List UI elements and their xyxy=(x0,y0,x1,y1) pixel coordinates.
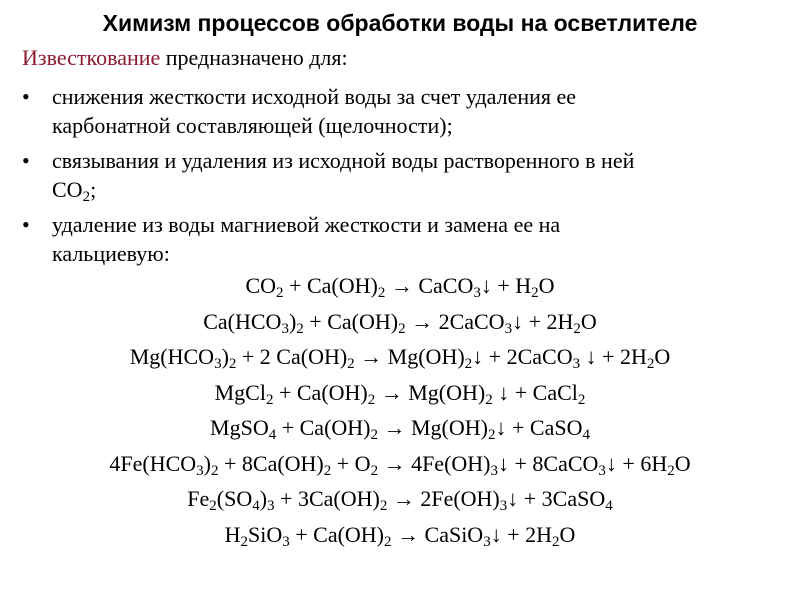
equation-subscript: 2 xyxy=(531,285,539,301)
equation-subscript: 2 xyxy=(577,391,586,408)
equation-block xyxy=(0,268,800,552)
equation-text: ↓ + CaSO xyxy=(495,415,583,440)
equation-text: H xyxy=(224,521,241,547)
equation-text: + Ca(OH) xyxy=(289,521,385,547)
equation-text: Mg(HCO xyxy=(129,344,215,369)
equation-subscript: 2 xyxy=(485,391,493,408)
equation-subscript: 2 xyxy=(667,462,675,479)
equation-subscript: 2 xyxy=(370,462,379,479)
equation-subscript: 2 xyxy=(265,391,274,408)
equation-subscript: 2 xyxy=(209,498,217,514)
bullet-1-line-1: снижения жесткости исходной воды за счет удаления ее xyxy=(52,84,577,109)
equation-text: ↓ + CaCl xyxy=(492,379,578,405)
equation-text: → Mg(OH) xyxy=(375,379,486,405)
bullet-marker: • xyxy=(22,212,30,237)
equation-text: ↓ + 2CaCO xyxy=(472,344,573,369)
equation-text: → CaCO xyxy=(385,273,474,298)
equation-subscript: 2 xyxy=(398,320,406,337)
equation-subscript: 3 xyxy=(267,498,275,514)
equation-subscript: 2 xyxy=(276,285,284,301)
equation-subscript: 2 xyxy=(347,356,355,372)
bullet-item-3 xyxy=(22,210,782,268)
equation-subscript: 2 xyxy=(323,462,332,479)
bullet-2-tail: ; xyxy=(90,177,97,202)
equation-text: ) xyxy=(221,344,229,369)
bullet-3-line-1: удаление из воды магниевой жесткости и замена ее на xyxy=(52,212,561,237)
equation-text: 4Fe(HCO xyxy=(109,450,197,476)
bullet-1-line-2: карбонатной составляющей (щелочности); xyxy=(52,113,453,138)
equation-subscript: 2 xyxy=(370,427,378,443)
equation-text: → 2CaCO xyxy=(405,308,505,334)
equation-subscript: 2 xyxy=(552,533,560,550)
equation-text: → Mg(OH) xyxy=(378,415,488,440)
equation-text: ) xyxy=(259,486,268,511)
equation-text: → CaSiO xyxy=(391,521,484,547)
equation-text: ↓ + 3CaSO xyxy=(507,486,606,511)
equation-text: ↓ + 2H xyxy=(512,308,574,334)
equation-text: + 8Ca(OH) xyxy=(218,450,324,476)
equation-text: (SO xyxy=(216,486,253,511)
equation-subscript: 3 xyxy=(483,533,491,550)
equation-2 xyxy=(0,304,800,340)
equation-text: ↓ + 6H xyxy=(605,450,668,476)
equation-text: Ca(HCO xyxy=(203,308,282,334)
equation-subscript: 3 xyxy=(214,356,222,372)
equation-text: + Ca(OH) xyxy=(273,379,368,405)
equation-text: Fe xyxy=(187,486,210,511)
equation-text: → 4Fe(OH) xyxy=(378,450,491,476)
equation-subscript: 4 xyxy=(268,427,277,443)
equation-text: CO xyxy=(245,273,277,298)
bullet-2-line-1: связывания и удаления из исходной воды растворенного в ней xyxy=(52,148,635,173)
equation-subscript: 3 xyxy=(504,320,513,337)
equation-subscript: 3 xyxy=(598,462,606,479)
equation-8 xyxy=(0,517,800,553)
equation-subscript: 2 xyxy=(488,427,496,443)
equation-text: → Mg(OH) xyxy=(354,344,465,369)
equation-subscript: 2 xyxy=(240,533,248,550)
equation-text: O xyxy=(580,308,597,334)
equation-text: ) xyxy=(288,308,297,334)
bullet-3-line-2: кальциевую: xyxy=(52,241,170,266)
bullet-2-formula: CO xyxy=(52,177,83,202)
equation-text: O xyxy=(674,450,691,476)
bullet-marker: • xyxy=(22,84,30,109)
equation-text: MgCl xyxy=(214,379,266,405)
equation-subscript: 2 xyxy=(210,462,219,479)
equation-4 xyxy=(0,375,800,411)
equation-text: O xyxy=(654,344,671,369)
bullet-2-subscript: 2 xyxy=(82,189,91,205)
equation-subscript: 2 xyxy=(464,356,473,372)
equation-text: + 2 Ca(OH) xyxy=(236,344,348,369)
equation-text: ↓ + 8CaCO xyxy=(498,450,599,476)
equation-text: ) xyxy=(203,450,211,476)
equation-subscript: 2 xyxy=(573,320,581,337)
equation-text: + 3Ca(OH) xyxy=(274,486,380,511)
slide-title: Химизм процессов обработки воды на осветлителе xyxy=(102,10,698,36)
intro-highlight: Известкование xyxy=(22,45,161,70)
equation-text: + Ca(OH) xyxy=(276,415,371,440)
equation-text: + O xyxy=(331,450,371,476)
equation-subscript: 2 xyxy=(379,498,388,514)
equation-subscript: 2 xyxy=(228,356,237,372)
equation-text: ↓ + H xyxy=(480,273,532,298)
equation-text: ↓ + 2H xyxy=(580,344,647,369)
equation-7 xyxy=(0,481,800,517)
equation-subscript: 2 xyxy=(384,533,392,550)
equation-subscript: 4 xyxy=(252,498,260,514)
equation-text: SiO xyxy=(247,521,283,547)
equation-subscript: 3 xyxy=(499,498,508,514)
equation-text: + Ca(OH) xyxy=(303,308,399,334)
equation-1 xyxy=(0,268,800,304)
intro-text: предназначено для: xyxy=(160,45,348,70)
bullet-list xyxy=(22,82,782,274)
intro-line xyxy=(22,44,348,72)
equation-subscript: 4 xyxy=(582,427,590,443)
equation-3 xyxy=(0,339,800,375)
equation-subscript: 2 xyxy=(296,320,304,337)
equation-subscript: 3 xyxy=(281,320,289,337)
bullet-item-1 xyxy=(22,82,782,140)
equation-text: → 2Fe(OH) xyxy=(387,486,500,511)
equation-subscript: 3 xyxy=(282,533,290,550)
equation-5 xyxy=(0,410,800,446)
equation-subscript: 2 xyxy=(377,285,386,301)
equation-subscript: 2 xyxy=(646,356,655,372)
bullet-marker: • xyxy=(22,148,30,173)
equation-subscript: 3 xyxy=(196,462,204,479)
equation-text: O xyxy=(538,273,555,298)
bullet-item-2 xyxy=(22,146,782,204)
equation-text: MgSO xyxy=(210,415,269,440)
equation-text: ↓ + 2H xyxy=(490,521,552,547)
equation-subscript: 4 xyxy=(605,498,613,514)
equation-6 xyxy=(0,446,800,482)
equation-text: + Ca(OH) xyxy=(283,273,378,298)
equation-text: O xyxy=(559,521,576,547)
equation-subscript: 3 xyxy=(572,356,581,372)
equation-subscript: 3 xyxy=(473,285,481,301)
equation-subscript: 2 xyxy=(367,391,376,408)
equation-subscript: 3 xyxy=(490,462,498,479)
